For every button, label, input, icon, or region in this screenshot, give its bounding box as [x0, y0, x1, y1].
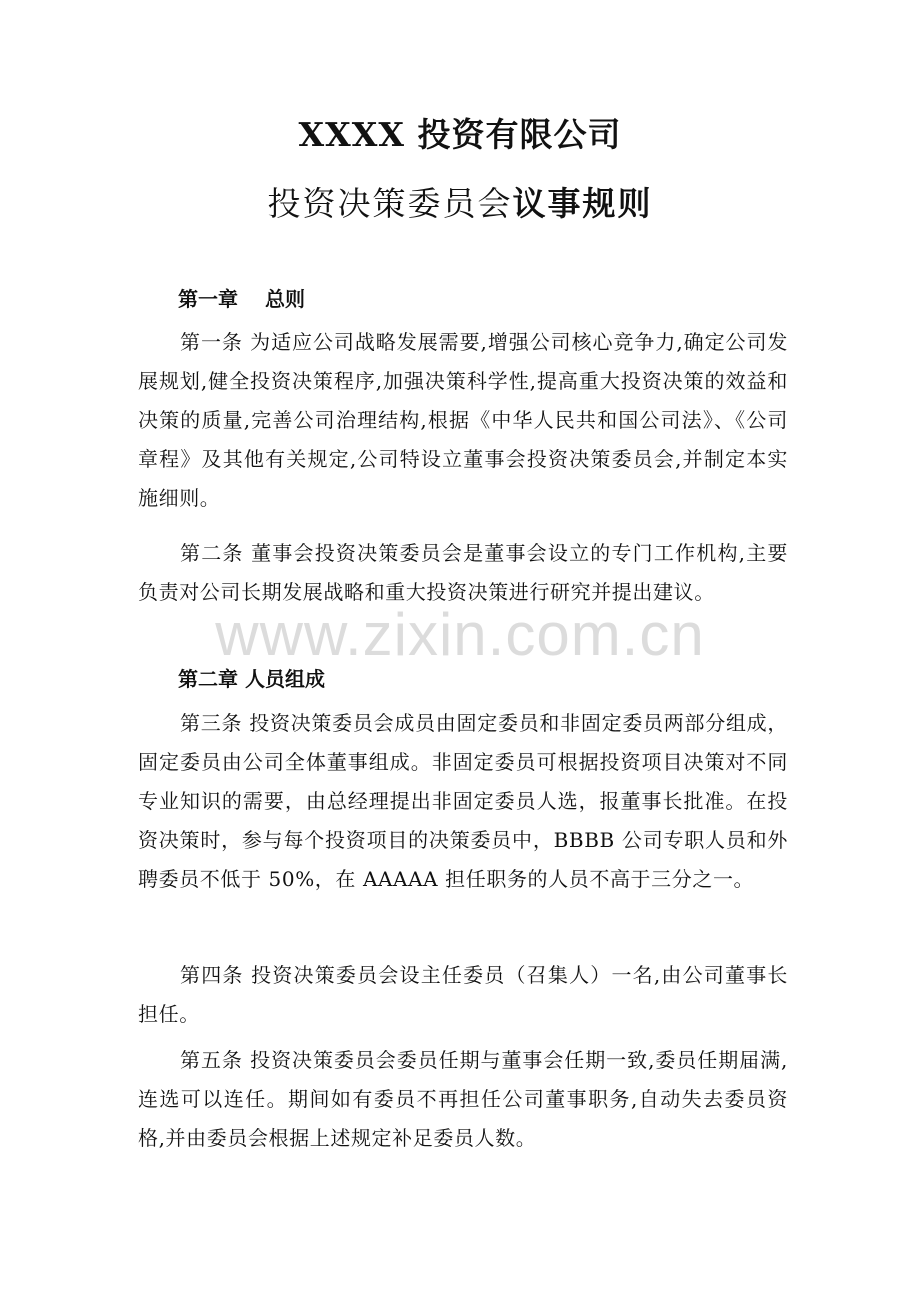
article-5: 第五条 投资决策委员会委员任期与董事会任期一致,委员任期届满,连选可以连任。期间如有委员不再担任公司董事职务,自动失去委员资格,并由委员会根据上述规定补足委员人数。 [138, 1048, 788, 1150]
document-subtitle [0, 178, 920, 230]
article-2: 第二条 董事会投资决策委员会是董事会设立的专门工作机构,主要负责对公司长期发展战略和重大投资决策进行研究并提出建议。 [138, 541, 788, 604]
chapter-2-heading: 第二章 人员组成 [178, 667, 325, 691]
watermark: www.zixin.com.cn [215, 601, 705, 668]
article-4: 第四条 投资决策委员会设主任委员（召集人）一名,由公司董事长担任。 [138, 963, 788, 1026]
subtitle-normal-part: 投资决策委员会 [267, 184, 513, 223]
chapter-1-heading: 第一章 总则 [178, 287, 305, 311]
article-3: 第三条 投资决策委员会成员由固定委员和非固定委员两部分组成，固定委员由公司全体董事组成。非固定委员可根据投资项目决策对不同专业知识的需要，由总经理提出非固定委员人选，报董事长批准。在投资决策时，参与每个投资项目的决策委员中，BBBB 公司专职人员和外聘委员不低于 50%，在 AAAAA 担任职务的人员不高于三分之一。 [138, 711, 788, 891]
article-1: 第一条 为适应公司战略发展需要,增强公司核心竞争力,确定公司发展规划,健全投资决策程序,加强决策科学性,提高重大投资决策的效益和决策的质量,完善公司治理结构,根据《中华人民共和国公司法》、《公司章程》及其他有关规定,公司特设立董事会投资决策委员会,并制定本实施细则。 [138, 330, 788, 510]
document-title: XXXX 投资有限公司 [298, 115, 622, 154]
subtitle-bold-part: 议事规则 [512, 184, 653, 223]
